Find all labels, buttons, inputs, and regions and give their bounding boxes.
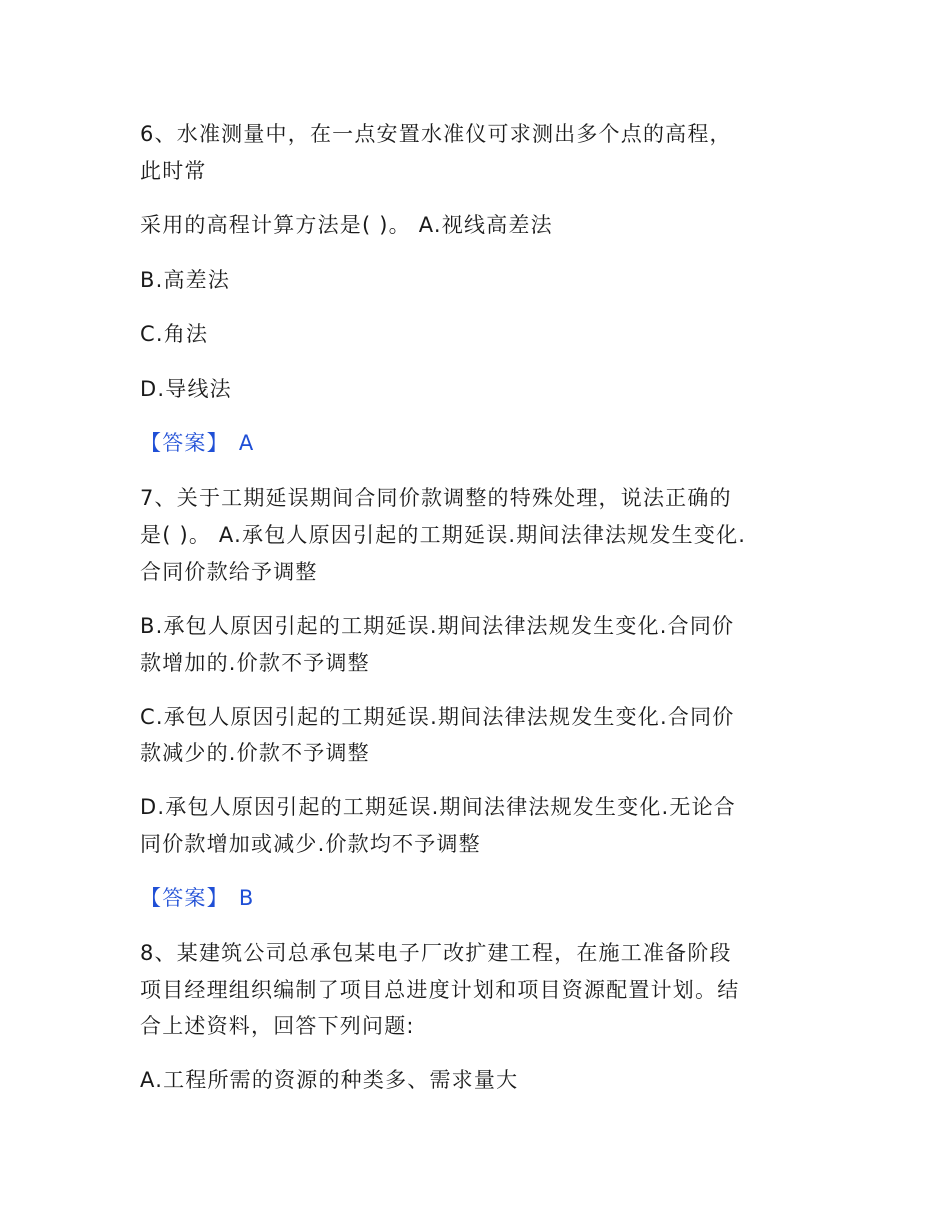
q8-option-a: A.工程所需的资源的种类多、需求量大 [140, 1068, 519, 1092]
q6-option-d: D.导线法 [140, 377, 232, 401]
q6-stem-line-2: 此时常 [140, 159, 207, 183]
q6-option-b: B.高差法 [140, 268, 231, 292]
q7-answer [140, 880, 254, 916]
q7-option-b-line-2: 款增加的.价款不予调整 [140, 651, 370, 675]
q8-stem-line-3: 合上述资料，回答下列问题: [140, 1014, 415, 1038]
answer-label: 【答案】 [140, 431, 229, 455]
q7-option-b-line-1: B.承包人原因引起的工期延误.期间法律法规发生变化.合同价 [140, 614, 735, 638]
q8-stem-line-1: 8、某建筑公司总承包某电子厂改扩建工程，在施工准备阶段 [140, 941, 732, 965]
answer-label: 【答案】 [140, 886, 229, 910]
q6-answer [140, 425, 254, 461]
q7-stem-line-2: 是( )。 A.承包人原因引起的工期延误.期间法律法规发生变化. [140, 523, 747, 547]
q7-option-c-line-1: C.承包人原因引起的工期延误.期间法律法规发生变化.合同价 [140, 705, 735, 729]
q7-option-d-line-1: D.承包人原因引起的工期延误.期间法律法规发生变化.无论合 [140, 795, 736, 819]
q8-stem-line-2: 项目经理组织编制了项目总进度计划和项目资源配置计划。结 [140, 978, 740, 1002]
q6-stem-line-3: 采用的高程计算方法是( )。 A.视线高差法 [140, 213, 553, 237]
q6-option-c: C.角法 [140, 322, 209, 346]
q6-stem-line-1: 6、水准测量中，在一点安置水准仪可求测出多个点的高程， [140, 122, 732, 146]
answer-value: A [238, 431, 255, 455]
answer-value: B [238, 886, 255, 910]
q7-option-d-line-2: 同价款增加或减少.价款均不予调整 [140, 832, 481, 856]
q7-option-c-line-2: 款减少的.价款不予调整 [140, 741, 370, 765]
q7-stem-line-3: 合同价款给予调整 [140, 560, 318, 584]
q7-stem-line-1: 7、关于工期延误期间合同价款调整的特殊处理，说法正确的 [140, 486, 732, 510]
